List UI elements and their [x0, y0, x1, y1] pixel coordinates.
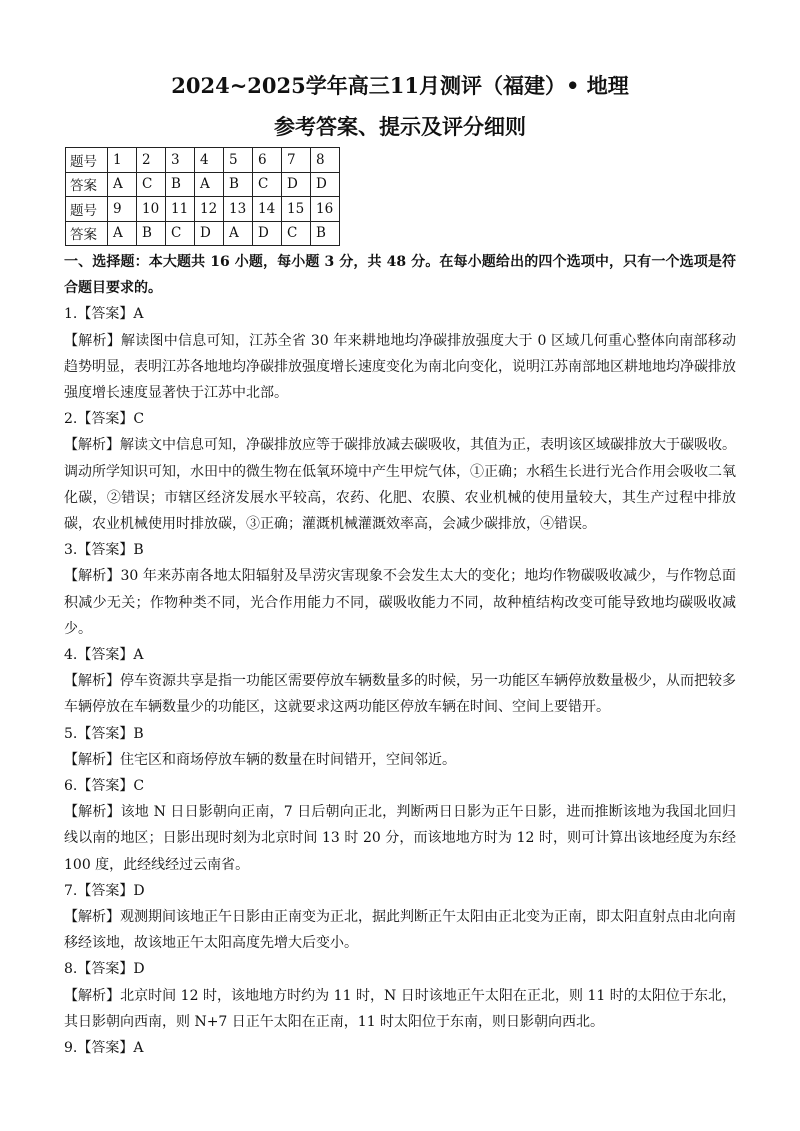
table-cell: B — [224, 172, 253, 197]
answer-line: 6.【答案】C — [64, 778, 145, 795]
table-row — [66, 221, 340, 246]
table-cell: C — [253, 172, 282, 197]
table-cell: 5 — [224, 148, 253, 173]
table-cell: B — [166, 172, 195, 197]
answer-line: 8.【答案】D — [64, 961, 145, 978]
row-header: 题号 — [66, 197, 108, 222]
table-cell: 1 — [108, 148, 137, 173]
row-header: 答案 — [66, 172, 108, 197]
table-cell: D — [253, 221, 282, 246]
answer-line: 3.【答案】B — [64, 542, 144, 559]
analysis-paragraph: 【解析】停车资源共享是指一功能区需要停放车辆数量多的时候，另一功能区车辆停放数量极少，从而把较多车辆停放在车辆数量少的功能区，这就要求这两功能区停放车辆在时间、空间上要错开。 — [64, 673, 736, 716]
table-cell: 2 — [137, 148, 166, 173]
table-cell: A — [224, 221, 253, 246]
answer-line: 1.【答案】A — [64, 306, 144, 323]
table-cell: C — [137, 172, 166, 197]
row-header: 题号 — [66, 148, 108, 173]
table-cell: 7 — [282, 148, 311, 173]
table-cell: C — [282, 221, 311, 246]
table-row — [66, 148, 340, 173]
answer-table — [65, 147, 340, 246]
table-cell: C — [166, 221, 195, 246]
document-body — [64, 249, 736, 1061]
answer-line: 5.【答案】B — [64, 725, 144, 742]
answer-line: 4.【答案】A — [64, 647, 144, 664]
table-cell: 8 — [311, 148, 340, 173]
answer-list — [64, 301, 736, 1061]
table-cell: 11 — [166, 197, 195, 222]
table-cell: 12 — [195, 197, 224, 222]
analysis-paragraph: 【解析】该地 N 日日影朝向正南，7 日后朝向正北，判断两日日影为正午日影，进而推断该地为我国北回归线以南的地区；日影出现时刻为北京时间 13 时 20 分，而该地地方时为 12 时，则可计算出该地经度为东经 100 度，此经线经过云南省。 — [64, 804, 736, 873]
table-cell: A — [108, 172, 137, 197]
answer-line: 9.【答案】A — [64, 1040, 144, 1057]
table-cell: B — [137, 221, 166, 246]
analysis-paragraph: 【解析】北京时间 12 时，该地地方时约为 11 时，N 日时该地正午太阳在正北，则 11 时的太阳位于东北，其日影朝向西南，则 N+7 日正午太阳在正南，11 时太阳位于东南，则日影朝向西北。 — [64, 987, 736, 1030]
table-cell: A — [195, 172, 224, 197]
table-row — [66, 172, 340, 197]
answer-line: 2.【答案】C — [64, 411, 145, 428]
table-cell: 3 — [166, 148, 195, 173]
table-cell: 16 — [311, 197, 340, 222]
table-cell: 10 — [137, 197, 166, 222]
document-title: 2024~2025学年高三11月测评（福建）• 地理 — [171, 73, 629, 98]
analysis-paragraph: 【解析】解读文中信息可知，净碳排放应等于碳排放减去碳吸收，其值为正，表明该区域碳排放大于碳吸收。调动所学知识可知，水田中的微生物在低氧环境中产生甲烷气体，①正确；水稻生长进行光合作用会吸收二氧化碳，②错误；市辖区经济发展水平较高，农药、化肥、农膜、农业机械的使用量较大，其生产过程中排放碳，农业机械使用时排放碳，③正确；灌溉机械灌溉效率高，会减少碳排放，④错误。 — [64, 437, 736, 533]
document-subtitle: 参考答案、提示及评分细则 — [274, 114, 526, 139]
table-cell: 6 — [253, 148, 282, 173]
answer-line: 7.【答案】D — [64, 882, 145, 899]
analysis-paragraph: 【解析】30 年来苏南各地太阳辐射及旱涝灾害现象不会发生太大的变化；地均作物碳吸收减少，与作物总面积减少无关；作物种类不同，光合作用能力不同，碳吸收能力不同，故种植结构改变可能导致地均碳吸收减少。 — [64, 568, 736, 637]
table-cell: 15 — [282, 197, 311, 222]
analysis-paragraph: 【解析】解读图中信息可知，江苏全省 30 年来耕地地均净碳排放强度大于 0 区域几何重心整体向南部移动趋势明显，表明江苏各地地均净碳排放强度增长速度变化为南北向变化，说明江苏南部地区耕地地均净碳排放强度增长速度显著快于江苏中北部。 — [64, 332, 736, 402]
table-cell: A — [108, 221, 137, 246]
table-cell: D — [311, 172, 340, 197]
table-cell: 4 — [195, 148, 224, 173]
table-cell: 13 — [224, 197, 253, 222]
analysis-paragraph: 【解析】住宅区和商场停放车辆的数量在时间错开，空间邻近。 — [64, 751, 456, 768]
table-cell: B — [311, 221, 340, 246]
row-header: 答案 — [66, 221, 108, 246]
table-cell: 14 — [253, 197, 282, 222]
analysis-paragraph: 【解析】观测期间该地正午日影由正南变为正北，据此判断正午太阳由正北变为正南，即太阳直射点由北向南移经该地，故该地正午太阳高度先增大后变小。 — [64, 909, 736, 952]
table-cell: D — [195, 221, 224, 246]
table-cell: 9 — [108, 197, 137, 222]
table-cell: D — [282, 172, 311, 197]
section-heading: 一、选择题：本大题共 16 小题，每小题 3 分，共 48 分。在每小题给出的四个选项中，只有一个选项是符合题目要求的。 — [64, 254, 736, 297]
table-row — [66, 197, 340, 222]
